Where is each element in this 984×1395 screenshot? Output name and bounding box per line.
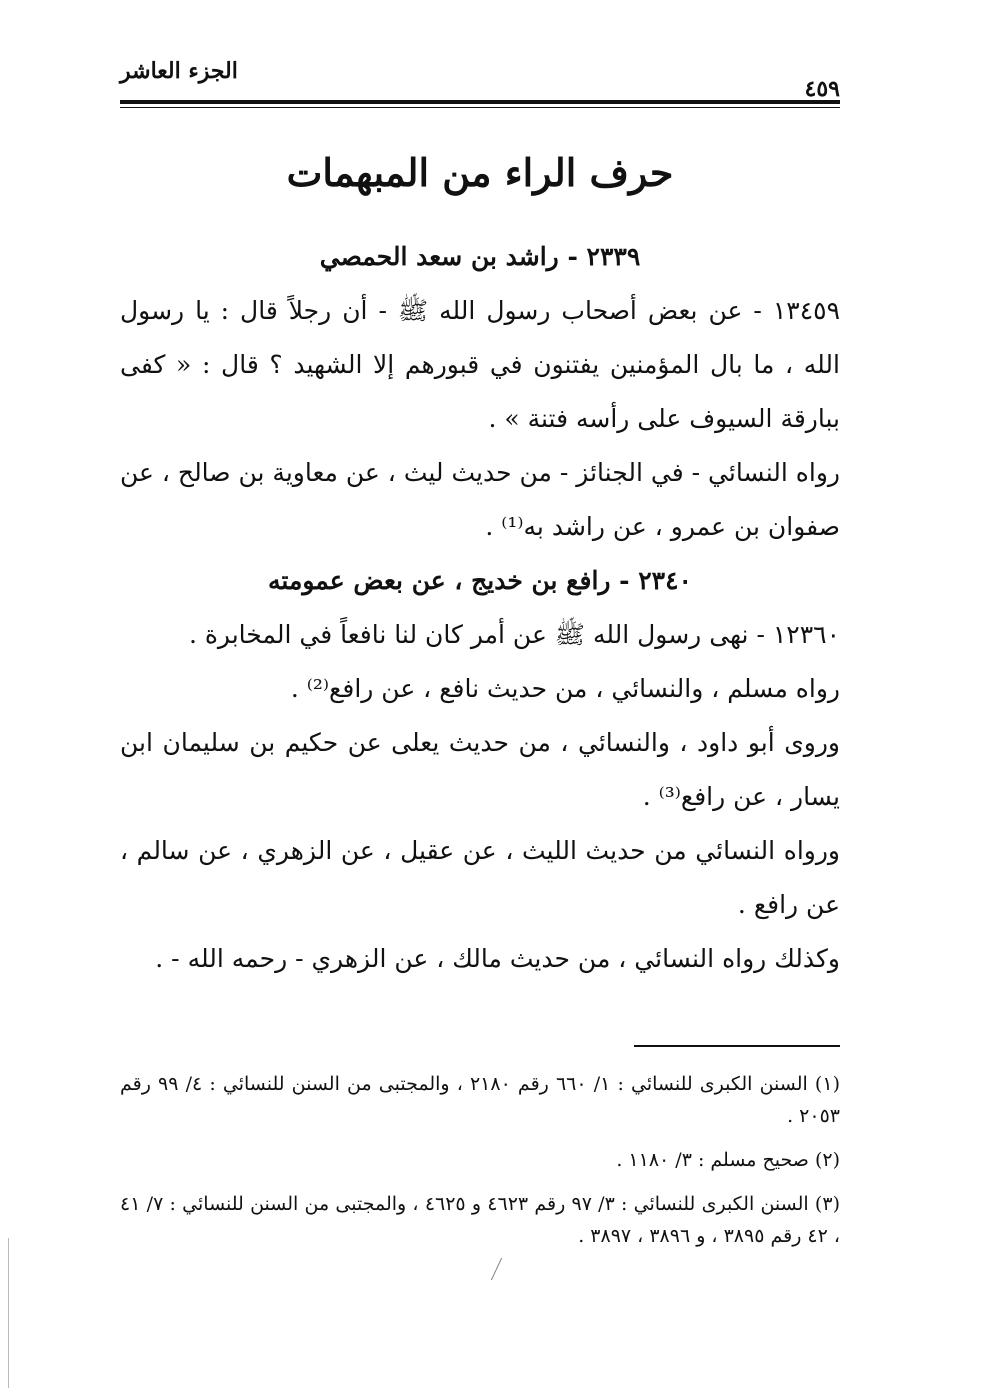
narration-paragraph: ورواه النسائي من حديث الليث ، عن عقيل ، عن الزهري ، عن سالم ، عن رافع . <box>120 836 840 919</box>
section-rafi <box>120 554 840 986</box>
hadith-paragraph: ١٣٤٥٩ - عن بعض أصحاب رسول الله ﷺ - أن رجلاً قال : يا رسول الله ، ما بال المؤمنين يفتنون في قبورهم إلا الشهيد ؟ قال : « كفى ببارقة السيوف على رأسه فتنة » . <box>120 296 840 433</box>
footnote-separator <box>634 1045 840 1047</box>
hadith-paragraph: ١٢٣٦٠ - نهى رسول الله ﷺ عن أمر كان لنا نافعاً في المخابرة . <box>188 620 840 649</box>
header-rule-thick <box>120 100 840 104</box>
narration-paragraph: وكذلك رواه النسائي ، من حديث مالك ، عن الزهري - رحمه الله - . <box>155 944 840 973</box>
narration-paragraph: رواه مسلم ، والنسائي ، من حديث نافع ، عن رافع⁽²⁾ . <box>290 674 840 703</box>
footnote-1: (١) السنن الكبرى للنسائي : ١/ ٦٦٠ رقم ٢١٨٠ ، والمجتبى من السنن للنسائي : ٤/ ٩٩ رقم ٢٠٥٣ . <box>120 1073 840 1127</box>
volume-label: الجزء العاشر <box>120 58 238 84</box>
scan-margin-line <box>8 1238 9 1388</box>
section-heading: ٢٣٣٩ - راشد بن سعد الحمصي <box>319 242 641 271</box>
page-number: ٤٥٩ <box>804 76 840 102</box>
section-heading: ٢٣٤٠ - رافع بن خديج ، عن بعض عمومته <box>268 566 692 595</box>
footnote-3: (٣) السنن الكبرى للنسائي : ٣/ ٩٧ رقم ٤٦٢٣ و ٤٦٢٥ ، والمجتبى من السنن للنسائي : ٧/ ٤١ ، ٤٢ رقم ٣٨٩٥ ، و ٣٨٩٦ ، ٣٨٩٧ . <box>120 1193 840 1247</box>
footnotes <box>120 1068 840 1264</box>
footnote-2: (٢) صحيح مسلم : ٣/ ١١٨٠ . <box>616 1149 840 1171</box>
narration-paragraph: رواه النسائي - في الجنائز - من حديث ليث ، عن معاوية بن صالح ، عن صفوان بن عمرو ، عن راشد به⁽¹⁾ . <box>120 458 840 541</box>
page-header <box>120 50 840 100</box>
section-rashid <box>120 230 840 554</box>
chapter-title: حرف الراء من المبهمات <box>286 150 674 195</box>
narration-paragraph: وروى أبو داود ، والنسائي ، من حديث يعلى عن حكيم بن سليمان ابن يسار ، عن رافع⁽³⁾ . <box>120 728 840 811</box>
main-text <box>120 230 840 986</box>
header-rule-thin <box>120 107 840 108</box>
